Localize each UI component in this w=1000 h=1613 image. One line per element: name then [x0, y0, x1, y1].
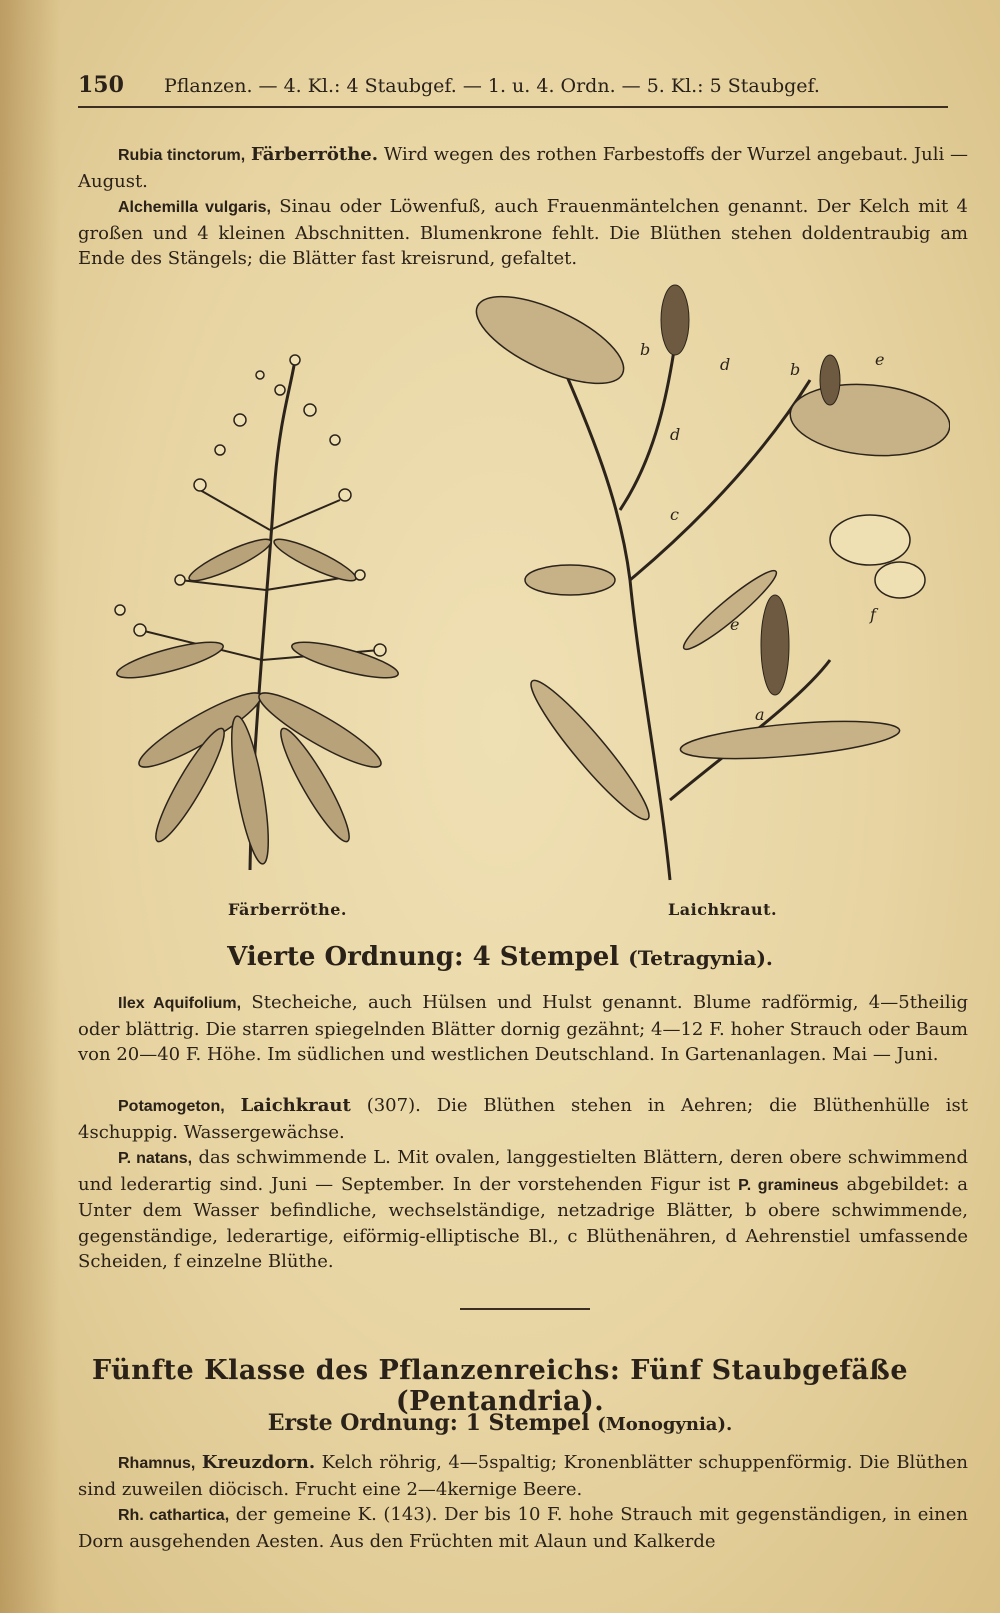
- running-title: Pflanzen. — 4. Kl.: 4 Staubgef. — 1. u. 4. Ordn. — 5. Kl.: 5 Staubgef.: [163, 75, 820, 97]
- fig-label-b2: b: [790, 360, 801, 379]
- entry-text: der gemeine K. (143). Der bis 10 F. hohe Strauch mit gegenständigen, in einen Dorn ausgehenden Aesten. Aus den Früchten mit Alaun und Kalkerde: [78, 1504, 968, 1552]
- order4-heading-text: Vierte Ordnung: 4 Stempel: [227, 942, 620, 972]
- entry-text: Kelch röhrig, 4—5spaltig; Kronenblätter schuppenförmig. Die Blüthen sind zuweilen diöcisch. Frucht eine 2—4kernige Beere.: [78, 1452, 968, 1500]
- page-number: 150: [78, 72, 124, 98]
- fig-label-e1: e: [875, 350, 885, 369]
- latin-name: P. natans,: [118, 1150, 193, 1167]
- order4-heading-latin: (Tetragynia).: [628, 946, 773, 970]
- entry-ilex: [78, 990, 968, 1068]
- entry-text: Der Kelch mit 4 großen und 4 kleinen Abschnitten. Blumenkrone fehlt. Die Blüthen stehen doldentraubig am Ende des Stängels; die Blätter fast kreisrund, gefaltet.: [78, 196, 968, 269]
- latin-name: Rhamnus,: [118, 1455, 196, 1472]
- entry-rhamnus: [78, 1450, 968, 1502]
- class5-order-heading: [0, 1410, 1000, 1436]
- entry-potamogeton: [78, 1093, 968, 1145]
- entry-text-gramineus: abgebildet: a Unter dem Wasser befindliche, wechselständige, netzadrige Blätter, b obere schwimmende, gegenständige, lederartige, eiförmig-elliptische Bl., c Blüthenähren, d Aehrenstiel umfassende Scheiden, f einzelne Blüthe.: [78, 1173, 969, 1272]
- german-name: Sinau oder Löwenfuß, auch Frauenmäntelchen genannt.: [279, 196, 809, 217]
- fig-label-c: c: [670, 505, 679, 524]
- german-name: Färberröthe.: [250, 144, 379, 165]
- potamogeton-illustration: [470, 280, 950, 890]
- fig-label-b1: b: [640, 340, 651, 359]
- entry-cathartica: [78, 1502, 968, 1554]
- class5-order-latin: (Monogynia).: [597, 1414, 733, 1435]
- section-divider: [460, 1308, 590, 1310]
- latin-name: Ilex Aquifolium,: [118, 995, 242, 1012]
- entry-alchemilla: [78, 194, 968, 272]
- entry-text: Stecheiche, auch Hülsen und Hulst genannt. Blume radförmig, 4—5theilig oder blättrig. Die starren spiegelnden Blätter dornig gezähnt; 4—12 F. hoher Strauch oder Baum von 20—40 F. Höhe. Im südlichen und westlichen Deutschland. In Gartenanlagen. Mai — Juni.: [78, 992, 968, 1065]
- german-name: Kreuzdorn.: [201, 1452, 316, 1473]
- latin-name-gramineus: P. gramineus: [738, 1176, 839, 1194]
- running-header: [78, 72, 948, 108]
- fig-label-e2: e: [730, 615, 740, 634]
- fig-label-f: f: [870, 605, 876, 624]
- entry-text: Wird wegen des rothen Farbestoffs der Wurzel angebaut. Juli — August.: [78, 144, 968, 192]
- fig-label-d2: d: [670, 425, 681, 444]
- fig-label-d1: d: [720, 355, 731, 374]
- latin-name: Rh. cathartica,: [118, 1507, 230, 1524]
- left-caption: Färberröthe.: [228, 900, 347, 919]
- right-caption: Laichkraut.: [668, 900, 778, 919]
- fig-label-a: a: [755, 705, 765, 724]
- entry-text: (307). Die Blüthen stehen in Aehren; die Blüthenhülle ist 4schuppig. Wassergewächse.: [78, 1095, 968, 1143]
- class5-heading: Fünfte Klasse des Pflanzenreichs: Fünf Staubgefäße (Pentandria).: [91, 1355, 908, 1417]
- entry-text: das schwimmende L. Mit ovalen, langgestielten Blättern, deren obere schwimmend und lederartig sind. Juni — September. In der vorstehenden Figur ist: [78, 1147, 968, 1195]
- latin-name: Potamogeton,: [118, 1098, 225, 1115]
- entry-rubia: [78, 142, 968, 194]
- class5-order-text: Erste Ordnung: 1 Stempel: [267, 1410, 590, 1436]
- order4-heading: [0, 942, 1000, 972]
- latin-name: Rubia tinctorum,: [118, 147, 246, 164]
- entry-natans: [78, 1145, 968, 1275]
- german-name: Laichkraut: [240, 1095, 351, 1116]
- rubia-illustration: [80, 330, 420, 890]
- latin-name: Alchemilla vulgaris,: [118, 199, 271, 216]
